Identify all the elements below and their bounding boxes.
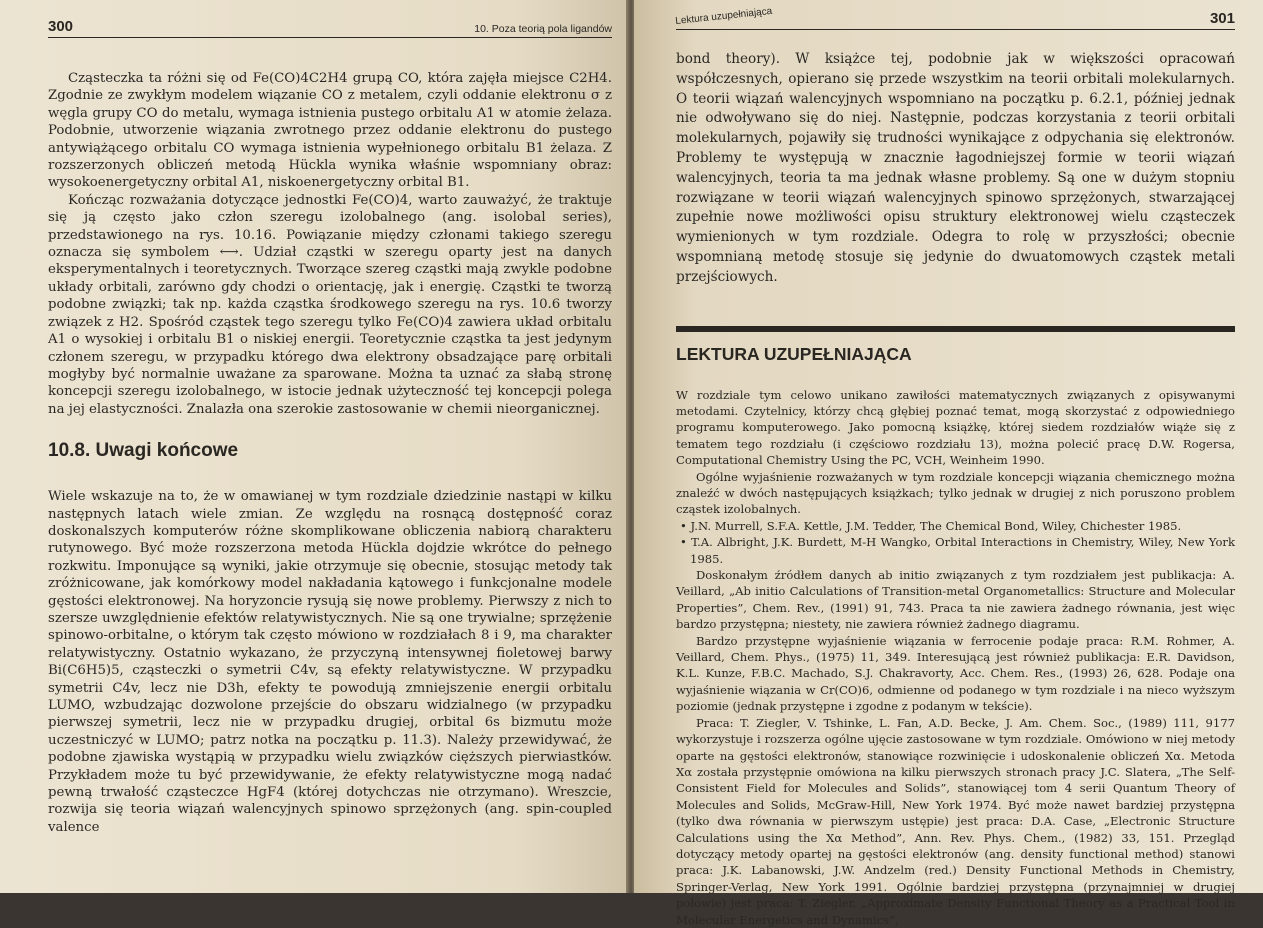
left-paragraph-1: Cząsteczka ta różni się od Fe(CO)4C2H4 grupą CO, która zajęła miejsce C2H4. Zgodnie ze zwykłym modelem wiązanie CO z metalem, czyli oddanie elektronu σ z węgla grupy CO do metalu, wymaga istnienia pustego orbitalu A1 w atomie żelaza. Podobnie, utworzenie wiązania zwrotnego przez oddanie elektronu do pustego antywiążącego orbitalu CO wymaga istnienia wypełnionego orbitalu B1 żelaza. Z rozszerzonych obliczeń metodą Hückla wynika właśnie wspomniany obraz: wysokoenergetyczny orbital A1, niskoenergetyczny orbital B1.: [48, 71, 612, 191]
left-paragraph-2: Kończąc rozważania dotyczące jednostki Fe(CO)4, warto zauważyć, że traktuje się ją często jako człon szeregu izolobalnego (ang. isolobal series), przedstawionego na rys. 10.16. Powiązanie między członami takiego szeregu oznacza się symbolem ⟷. Udział cząstki w szeregu oparty jest na danych eksperymentalnych i teoretycznych. Tworzące szereg cząstki mają zwykle podobne układy orbitali, zarówno gdy chodzi o orientację, jak i energię. Cząstki te tworzą podobne związki; tak np. każda cząstka środkowego szeregu na rys. 10.6 tworzy związek z H2. Spośród cząstek tego szeregu tylko Fe(CO)4 zawiera układ orbitalu A1 o wysokiej i orbitalu B1 o niskiej energii. Teoretycznie cząstka ta jest jedynym członem szeregu, w przypadku którego dwa elektrony obsadzające parę orbitali mogłyby być normalnie uważane za sparowane. Można ta uznać za słabą stronę koncepcji szeregu izolobalnego, w istocie jednak użyteczność tej koncepcji polega na jej elastyczności. Znalazła ona szerokie zastosowanie w chemii nieorganicznej.: [48, 192, 612, 417]
section-heading-right: LEKTURA UZUPEŁNIAJĄCA: [676, 343, 912, 364]
left-paragraph-3: Wiele wskazuje na to, że w omawianej w tym rozdziale dziedzinie nastąpi w kilku następnych latach wiele zmian. Ze względu na rosnącą dostępność coraz doskonalszych komputerów różne skomplikowane obliczenia nabiorą charakteru rutynowego. Być może rozszerzona metoda Hückla dojdzie wkrótce do pełnego rozkwitu. Imponujące są wyniki, jakie otrzymuje się obecnie, stosując metody tak zróżnicowane, jak komórkowy model nakładania kątowego i funkcjonalne modele gęstości elektronowej. Na horyzoncie rysują się nowe problemy. Pierwszy z nich to szersze uwzględnienie efektów relatywistycznych. Nie są one trywialne; sprzężenie spinowo-orbitalne, o którym tak często mówiono w rozdziałach 8 i 9, ma charakter relatywistyczny. Ostatnio wykazano, że przyczyną intensywnej fioletowej barwy Bi(C6H5)5, cząsteczki o symetrii C4v, są efekty relatywistyczne. W przypadku symetrii C4v, lecz nie D3h, efekty te powodują zmniejszenie energii orbitalu LUMO, wzbudzając dozwolone przejście do obszaru widzialnego (w przypadku pierwszej symetrii, lecz nie w przypadku drugiej, orbital 6s bizmutu może uczestniczyć w LUMO; patrz notka na początku p. 11.3). Należy przewidywać, że podobne zjawiska wystąpią w przypadku wielu związków cięższych pierwiastków. Przykładem może tu być przewidywanie, że efekty relatywistyczne mogą nadać pewną trwałość cząsteczce HgF4 (której dotychczas nie otrzymano). Wreszcie, rozwija się teoria wiązań walencyjnych spinowo sprzężonych (ang. spin-coupled valence: [48, 489, 612, 835]
reading-bullet-1: • J.N. Murrell, S.F.A. Kettle, J.M. Tedder, The Chemical Bond, Wiley, Chichester 1985.: [680, 518, 1182, 533]
reading-paragraph-5: Praca: T. Ziegler, V. Tshinke, L. Fan, A.D. Becke, J. Am. Chem. Soc., (1989) 111, 9177 wykorzystuje i rozszerza ogólne ujęcie zastosowane w tym rozdziale. Omówiono w niej metody oparte na gęstości elektronów, stanowiące rozwinięcie i udoskonalenie obliczeń Xα. Metoda Xα została przystępnie omówiona na kilku pierwszych stronach pracy J.C. Slatera, „The Self-Consistent Field for Molecules and Solids”, stanowiącej tom 4 serii Quantum Theory of Molecules and Solids, McGraw-Hill, New York 1974. Być może nawet bardziej przystępna (tylko dwa równania w pierwszym ustępie) jest praca: D.A. Case, „Electronic Structure Calculations using the Xα Method”, Ann. Rev. Phys. Chem., (1982) 33, 151. Przegląd dotyczący metody opartej na gęstości elektronów (ang. density functional method) stanowi praca: J.K. Labanowski, J.W. Andzelm (red.) Density Functional Methods in Chemistry, Springer-Verlag, New York 1991. Ogólnie bardziej przystępna (przynajmniej w drugiej połowie) jest praca: T. Ziegler, „Approximate Density Functional Theory as a Practical Tool in Molecular Energetics and Dynamics”,: [676, 715, 1235, 927]
right-page: [634, 0, 1263, 927]
page-number-right: 301: [1209, 10, 1235, 27]
section-heading-left: 10.8. Uwagi końcowe: [48, 440, 239, 462]
right-paragraph-1: bond theory). W książce tej, podobnie jak w większości opracowań współczesnych, opierano się przede wszystkim na teorii orbitali molekularnych. O teorii wiązań walencyjnych wspomniano na początku p. 6.2.1, później jednak nie odwoływano się do niej. Następnie, podczas korzystania z teorii orbitali molekularnych, pojawiły się trudności wynikające z odpychania się elektronów. Problemy te występują w znacznie łagodniejszej formie w teorii wiązań walencyjnych, teoria ta ma jednak własne problemy. Są one w dużym stopniu rozwiązane w teorii wiązań walencyjnych spinowo sprzężonych, stwarzającej zupełnie nowe możliwości opisu struktury elektronowej wielu cząsteczek wymienionych w tym rozdziale. Odegra to rolę w przyszłości; obecnie wspomnianą metodę stosuje się jedynie do dwuatomowych cząstek metali przejściowych.: [676, 51, 1235, 285]
section-rule: [676, 326, 1235, 332]
running-head-left: 10. Poza teorią pola ligandów: [474, 23, 612, 35]
reading-paragraph-2: Ogólne wyjaśnienie rozważanych w tym rozdziale koncepcji wiązania chemicznego można znaleźć w dwóch następujących książkach; tylko jednak w drugiej z nich poruszono problem cząstek izolobalnych.: [676, 469, 1235, 517]
reading-paragraph-3: Doskonałym źródłem danych ab initio związanych z tym rozdziałem jest publikacja: A. Veillard, „Ab initio Calculations of Transition-metal Organometallics: Structure and Molecular Properties”, Chem. Rev., (1991) 91, 743. Praca ta nie zawiera żadnego równania, jest więc bardzo przystępna; niestety, nie zawiera również żadnego diagramu.: [676, 568, 1235, 632]
reading-paragraph-1: W rozdziale tym celowo unikano zawiłości matematycznych związanych z opisywanymi metodami. Czytelnicy, którzy chcą głębiej poznać temat, mogą skorzystać z odpowiedniego programu komputerowego. Jako pomocną książkę, której siedem rozdziałów wiąże się z tematem tego rozdziału (i częściowo rozdziału 13), można polecić pracę D.W. Rogersa, Computational Chemistry Using the PC, VCH, Weinheim 1990.: [676, 387, 1235, 468]
reading-bullet-2: • T.A. Albright, J.K. Burdett, M-H Wangko, Orbital Interactions in Chemistry, Wiley, New York 1985.: [680, 535, 1235, 566]
page-number-left: 300: [48, 18, 74, 35]
running-head-right: Lektura uzupełniająca: [674, 5, 773, 27]
left-header: [48, 18, 612, 38]
right-header: [674, 5, 1235, 30]
reading-paragraph-4: Bardzo przystępne wyjaśnienie wiązania w ferrocenie podaje praca: R.M. Rohmer, A. Veillard, Chem. Phys., (1975) 11, 349. Interesującą jest również publikacja: E.R. Davidson, K.L. Kunze, F.B.C. Machado, S.J. Chakravorty, Acc. Chem. Res., (1993) 26, 628. Podaje ona wyjaśnienie wiązania w Cr(CO)6, odmienne od podanego w tym rozdziale i na nieco wyższym poziomie (jednak przystępne i zgodne z podanym w tekście).: [676, 633, 1235, 714]
left-page: [0, 0, 628, 893]
